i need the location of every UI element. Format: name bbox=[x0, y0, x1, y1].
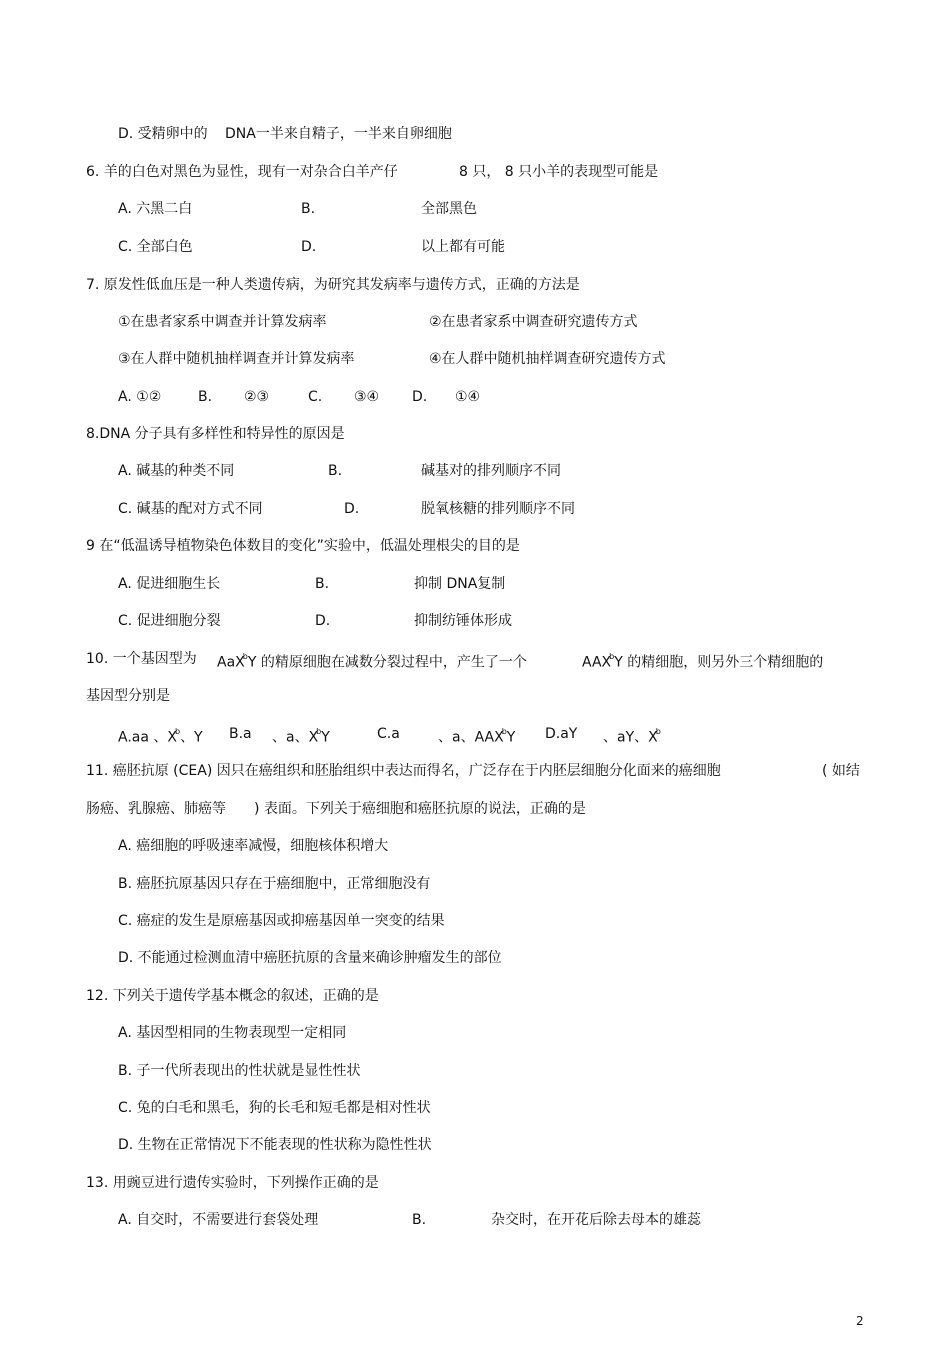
q12-option-c: C. 兔的白毛和黑毛，狗的长毛和短毛都是相对性状 bbox=[118, 1100, 431, 1116]
q11-option-d: D. 不能通过检测血清中癌胚抗原的含量来确诊肿瘤发生的部位 bbox=[118, 950, 502, 966]
q13-stem: 13. 用豌豆进行遗传实验时，下列操作正确的是 bbox=[86, 1175, 379, 1191]
q7-stem: 7. 原发性低血压是一种人类遗传病，为研究其发病率与遗传方式，正确的方法是 bbox=[86, 277, 580, 293]
page-number: 2 bbox=[856, 1314, 864, 1328]
q11-option-a: A. 癌细胞的呼吸速率减慢，细胞核体积增大 bbox=[118, 838, 389, 854]
q8-stem: 8.DNA 分子具有多样性和特异性的原因是 bbox=[86, 426, 345, 442]
q12-option-b: B. 子一代所表现出的性状就是显性性状 bbox=[118, 1063, 361, 1079]
q10-stem-cont: 基因型分别是 bbox=[86, 688, 170, 704]
q12-stem: 12. 下列关于遗传学基本概念的叙述，正确的是 bbox=[86, 988, 379, 1004]
q9-stem: 9 在“低温诱导植物染色体数目的变化”实验中，低温处理根尖的目的是 bbox=[86, 538, 520, 554]
q11-option-c: C. 癌症的发生是原癌基因或抑癌基因单一突变的结果 bbox=[118, 913, 445, 929]
q12-option-d: D. 生物在正常情况下不能表现的性状称为隐性性状 bbox=[118, 1137, 432, 1153]
q12-option-a: A. 基因型相同的生物表现型一定相同 bbox=[118, 1025, 347, 1041]
q11-option-b: B. 癌胚抗原基因只存在于癌细胞中，正常细胞没有 bbox=[118, 876, 431, 892]
